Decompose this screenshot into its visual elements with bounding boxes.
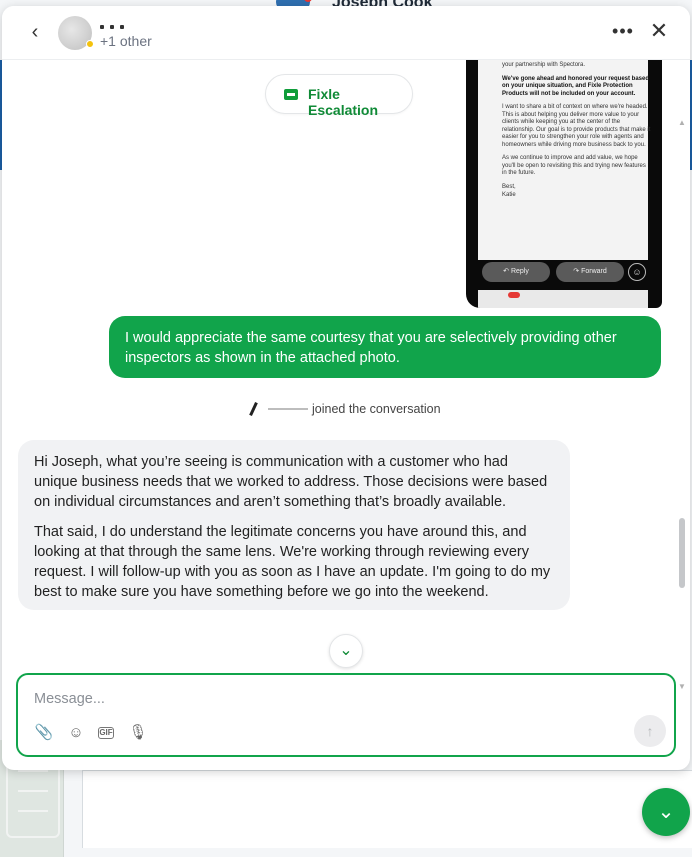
photo-forward-pill: ↷ Forward	[556, 262, 624, 282]
conversation-area[interactable]	[2, 60, 690, 672]
message-composer	[16, 673, 676, 757]
scroll-to-bottom-button[interactable]	[329, 634, 363, 668]
scroll-up-arrow-icon[interactable]: ▲	[678, 118, 686, 127]
email-line: As we continue to improve and add value, we hope you'll be open to revisiting this and trying new features in the future.	[502, 155, 646, 176]
incoming-message	[18, 440, 570, 610]
joined-user-avatar	[246, 400, 262, 418]
scrollbar-thumb[interactable]	[679, 518, 685, 588]
outgoing-message: I would appreciate the same courtesy that you are selectively providing other inspectors as shown in the attached photo.	[109, 316, 661, 378]
chevron-down-icon: ⌄	[657, 801, 675, 823]
joined-user-name-redacted	[268, 408, 308, 410]
chevron-left-icon: ‹	[31, 21, 39, 43]
incoming-paragraph: Hi Joseph, what you’re seeing is communication with a customer who had unique business needs that we worked to address. Those decisions were based on individual circumstances and aren’t something that’s broadly available.	[34, 454, 548, 510]
chat-toggle-button[interactable]	[642, 788, 690, 836]
attached-photo[interactable]	[466, 60, 662, 308]
photo-badge	[508, 292, 520, 298]
email-line: We've gone ahead and honored your request based on your unique situation, and Fixle Protection Products will not be included on your account.	[502, 75, 650, 97]
photo-tab-bar	[478, 290, 648, 308]
phone-screen	[478, 60, 651, 260]
close-button[interactable]	[648, 18, 670, 44]
background-card	[82, 770, 692, 848]
message-input[interactable]	[34, 687, 634, 711]
paperclip-icon[interactable]: 📎	[34, 724, 54, 741]
participant-avatar[interactable]	[58, 16, 92, 50]
email-line: Katie	[502, 192, 516, 198]
email-line: your partnership with Spectora.	[502, 62, 586, 68]
participant-name-redacted	[100, 16, 150, 26]
participants-count: +1 other	[100, 33, 152, 49]
close-icon: ✕	[649, 18, 669, 43]
send-button[interactable]	[634, 715, 666, 747]
photo-emoji-icon: ☺	[628, 263, 646, 281]
chat-panel	[2, 6, 690, 770]
escalation-label: Fixle Escalation	[308, 86, 379, 118]
escalation-tag-button[interactable]	[265, 74, 413, 118]
system-message	[242, 400, 502, 418]
emoji-icon[interactable]: ☺	[68, 724, 84, 741]
photo-reply-pill: ↶ Reply	[482, 262, 550, 282]
ticket-icon	[284, 89, 298, 100]
microphone-icon[interactable]: 🎙	[128, 724, 148, 741]
more-options-button[interactable]	[612, 20, 634, 44]
email-line: I want to share a bit of context on where we're headed. This is about helping you deliver more value to your clients while keeping you at the center of the relationship. Our goal is to provide products that make it easier for you to strengthen your role with agents and homeowners while driving more business back to you.	[502, 104, 651, 148]
gif-icon[interactable]: GIF	[99, 728, 113, 737]
scroll-down-arrow-icon[interactable]: ▼	[678, 682, 686, 691]
incoming-paragraph: That said, I do understand the legitimate concerns you have around this, and looking at that through the same lens. We're working through reviewing every request. I will follow-up with you as soon as I have an update. I'm going to do my best to make sure you have something before we go into the weekend.	[34, 524, 551, 600]
chevron-down-icon: ⌄	[339, 642, 353, 659]
back-button[interactable]	[24, 20, 46, 44]
system-message-text: joined the conversation	[312, 402, 441, 416]
photo-reply-bar	[482, 262, 654, 284]
email-text	[502, 62, 652, 206]
chat-header	[2, 6, 690, 60]
arrow-up-icon: ↑	[646, 723, 654, 739]
presence-indicator	[86, 40, 94, 48]
more-horizontal-icon: •••	[612, 21, 634, 41]
email-line: Best,	[502, 183, 516, 190]
